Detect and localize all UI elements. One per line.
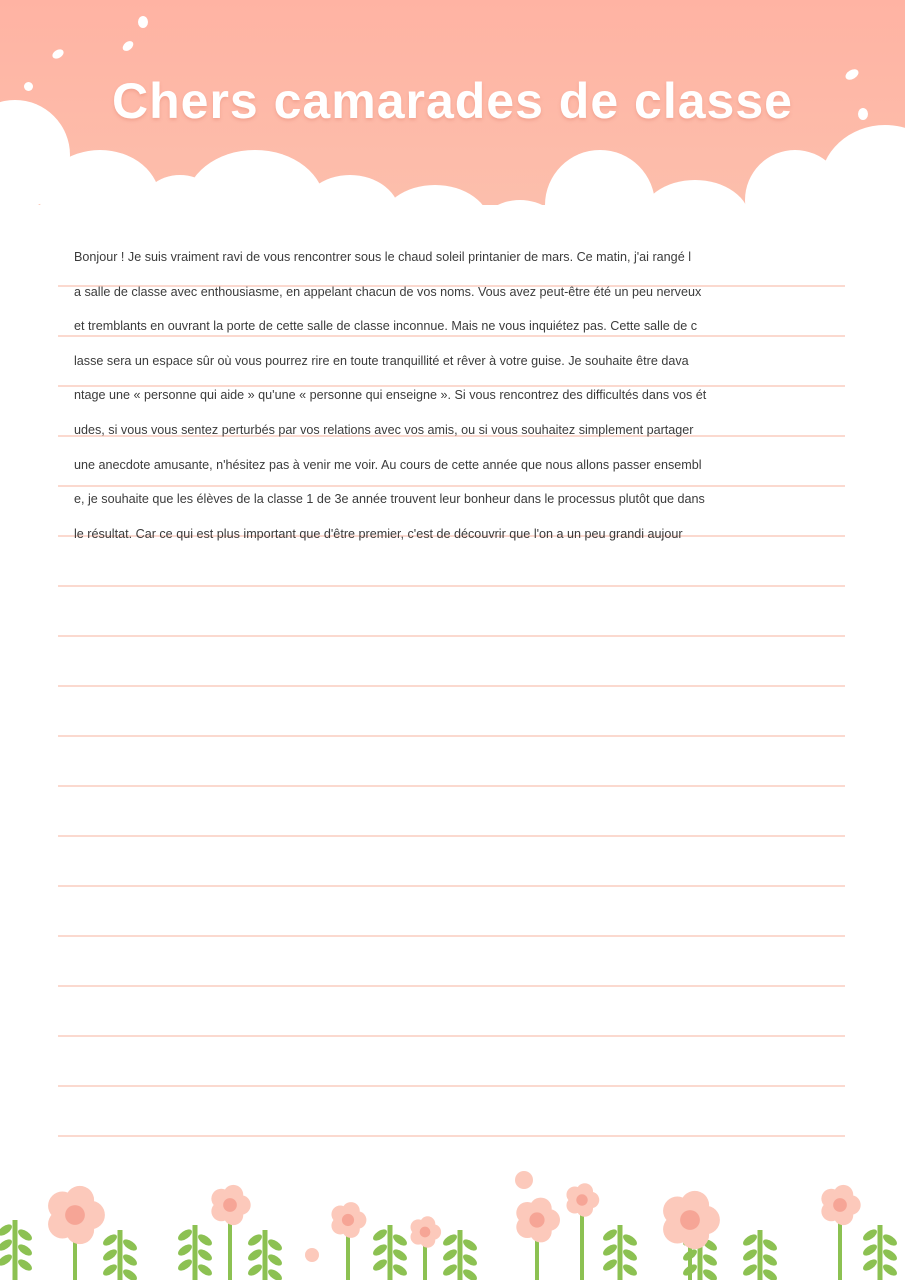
ruled-line (58, 485, 845, 487)
petal-icon (51, 48, 65, 61)
flower-icon (680, 1210, 700, 1230)
ruled-line (58, 385, 845, 387)
letter-line: le résultat. Car ce qui est plus important que d'être premier, c'est de découvrir que l'on a un peu grandi aujour (74, 526, 683, 541)
flower-icon (576, 1194, 587, 1205)
ruled-line (58, 785, 845, 787)
ruled-line (58, 935, 845, 937)
page-title: Chers camarades de classe (112, 73, 793, 129)
flower-icon (65, 1205, 85, 1225)
petal-icon (138, 16, 148, 28)
ruled-line (58, 985, 845, 987)
flower-border (0, 1170, 905, 1280)
ruled-line (58, 685, 845, 687)
letter-line: udes, si vous vous sentez perturbés par vos relations avec vos amis, ou si vous souhaitez simplement partager (74, 423, 694, 437)
ruled-line (58, 335, 845, 337)
letter-line: a salle de classe avec enthousiasme, en appelant chacun de vos noms. Vous avez peut-être été un peu nerveux (74, 284, 702, 299)
header-banner (0, 0, 905, 230)
flower-icon (342, 1214, 354, 1226)
letter-line: une anecdote amusante, n'hésitez pas à venir me voir. Au cours de cette année que nous allons passer ensembl (74, 457, 702, 472)
ruled-line (58, 1085, 845, 1087)
ruled-line (58, 1135, 845, 1137)
ruled-line (58, 835, 845, 837)
letter-line: ntage une « personne qui aide » qu'une « personne qui enseigne ». Si vous rencontrez des difficultés dans vos ét (74, 388, 707, 403)
petal-icon (121, 39, 135, 53)
flower-icon (529, 1212, 544, 1227)
flower-icon (223, 1198, 237, 1212)
flower-icon (420, 1227, 431, 1238)
letter-line: et tremblants en ouvrant la porte de cette salle de classe inconnue. Mais ne vous inquiétez pas. Cette salle de c (74, 319, 698, 334)
ruled-line (58, 735, 845, 737)
ruled-line (58, 635, 845, 637)
flower-icon (833, 1198, 847, 1212)
ruled-line (58, 585, 845, 587)
ruled-line (58, 1035, 845, 1037)
ruled-line (58, 885, 845, 887)
letter-line: e, je souhaite que les élèves de la classe 1 de 3e année trouvent leur bonheur dans le processus plutôt que dans (74, 492, 705, 507)
letter-line: lasse sera un espace sûr où vous pourrez rire en toute tranquillité et rêver à votre guise. Je souhaite être dava (74, 353, 689, 368)
letter-line: Bonjour ! Je suis vraiment ravi de vous rencontrer sous le chaud soleil printanier de mars. Ce matin, j'ai rangé l (74, 250, 691, 264)
